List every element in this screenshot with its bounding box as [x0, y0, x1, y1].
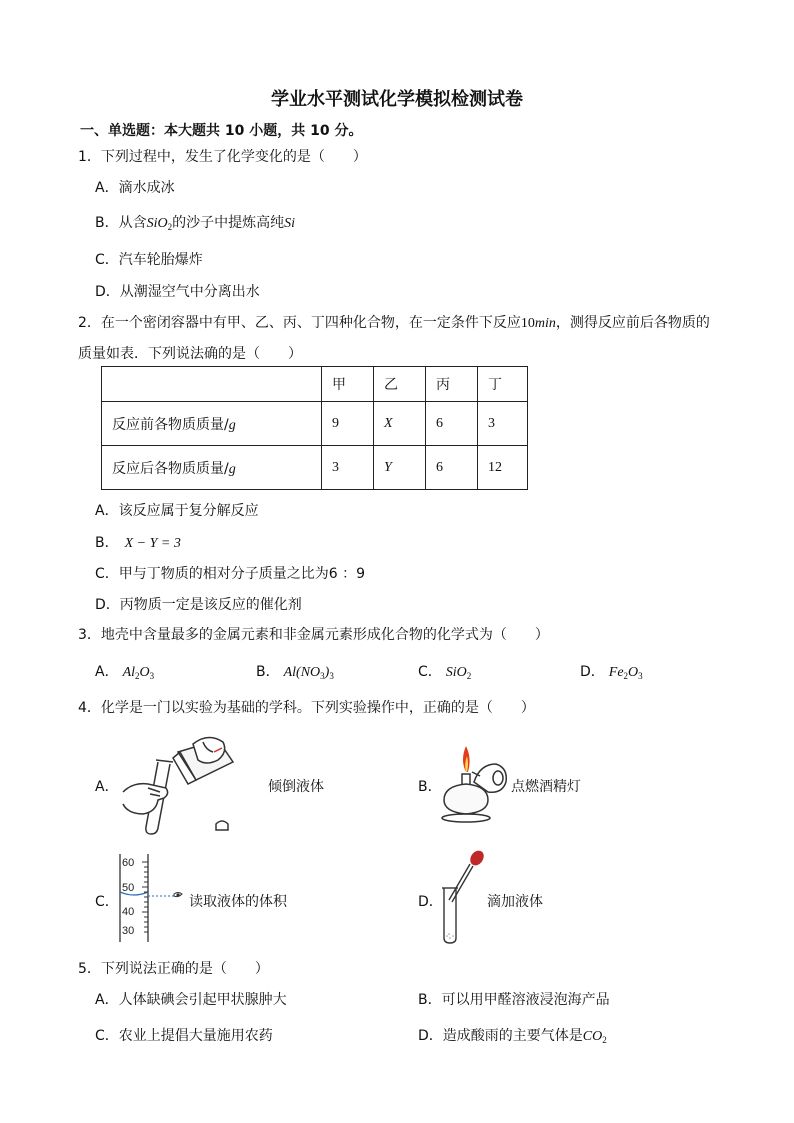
table-row — [102, 402, 528, 446]
page-title: 学业水平测试化学模拟检测试卷 — [271, 89, 523, 110]
question-4-option-c-text: 读取液体的体积 — [189, 894, 287, 910]
table-cell: X — [374, 402, 426, 446]
question-3-option-c[interactable]: C． SiO$_2$ — [418, 664, 472, 681]
table-cell: 6 — [426, 446, 478, 490]
question-2-option-c[interactable]: C．甲与丁物质的相对分子质量之比为6 ：9 — [95, 566, 366, 582]
question-4-option-b-text: 点燃酒精灯 — [511, 779, 581, 795]
table-header-row — [102, 367, 528, 402]
question-5-option-d[interactable]: D．造成酸雨的主要气体是$CO_2$ — [418, 1028, 607, 1045]
question-4-option-b-label[interactable]: B． — [418, 779, 442, 795]
question-4-option-a-text: 倾倒液体 — [268, 779, 324, 795]
option-b-prefix: B．从含 — [95, 215, 147, 231]
formula-sio2: SiO$_2$ — [146, 216, 173, 232]
table-header-cell: 丙 — [426, 367, 478, 402]
question-3-option-a[interactable]: A． $Al_2O_3$ — [95, 664, 155, 681]
question-4-option-c-label[interactable]: C． — [95, 894, 119, 910]
question-4-option-d-label[interactable]: D． — [418, 894, 443, 910]
table-cell: Y — [374, 446, 426, 490]
formula-si: Si — [284, 216, 295, 231]
question-2-option-d[interactable]: D．丙物质一定是该反应的催化剂 — [95, 597, 302, 613]
question-4-option-a-label[interactable]: A． — [95, 779, 119, 795]
section-heading: 一、单选题：本大题共 10 小题，共 10 分。 — [80, 123, 363, 139]
question-4-stem: 4．化学是一门以实验为基础的学科。下列实验操作中，正确的是（ ） — [78, 700, 535, 716]
option-b-middle: 的沙子中提炼高纯 — [172, 215, 285, 231]
dropper-illustration — [436, 848, 488, 944]
question-2-stem-line2: 质量如表．下列说法确的是（ ） — [78, 346, 302, 362]
question-5-option-b[interactable]: B．可以用甲醛溶液浸泡海产品 — [418, 992, 610, 1008]
question-1-stem: 1．下列过程中，发生了化学变化的是（ ） — [78, 149, 367, 165]
question-2-option-a[interactable]: A．该反应属于复分解反应 — [95, 503, 259, 519]
question-5-option-c[interactable]: C．农业上提倡大量施用农药 — [95, 1028, 273, 1044]
question-3-option-b[interactable]: B． $Al(NO_3)_3$ — [256, 664, 334, 681]
cylinder-tick-label: 30 — [122, 925, 135, 937]
question-5-stem: 5．下列说法正确的是（ ） — [78, 961, 269, 977]
table-cell: 3 — [322, 446, 374, 490]
question-3-option-d[interactable]: D． $Fe_2O_3$ — [580, 664, 643, 681]
mass-table — [101, 366, 528, 490]
question-5-option-a[interactable]: A．人体缺碘会引起甲状腺肿大 — [95, 992, 287, 1008]
table-header-cell: 丁 — [478, 367, 528, 402]
cylinder-tick-label: 40 — [122, 906, 135, 918]
question-1-option-d[interactable]: D．从潮湿空气中分离出水 — [95, 284, 260, 300]
question-1-option-b[interactable] — [95, 212, 295, 232]
table-cell: 9 — [322, 402, 374, 446]
equation-x-minus-y: X − Y = 3 — [124, 536, 181, 551]
table-row-label: 反应后各物质质量/g — [102, 446, 322, 490]
table-cell: 6 — [426, 402, 478, 446]
table-row-label: 反应前各物质质量/g — [102, 402, 322, 446]
table-header-cell: 乙 — [374, 367, 426, 402]
question-1-option-a[interactable]: A．滴水成冰 — [95, 180, 175, 196]
table-header-cell: 甲 — [322, 367, 374, 402]
question-2-option-b[interactable]: B． X − Y = 3 — [95, 535, 181, 551]
alcohol-lamp-illustration — [436, 742, 514, 824]
table-cell: 3 — [478, 402, 528, 446]
cylinder-tick-label: 50 — [122, 882, 135, 894]
question-4-option-d-text: 滴加液体 — [487, 894, 543, 910]
table-cell: 12 — [478, 446, 528, 490]
pouring-liquid-illustration — [118, 722, 248, 837]
question-3-stem: 3．地壳中含量最多的金属元素和非金属元素形成化合物的化学式为（ ） — [78, 627, 549, 643]
question-1-option-c[interactable]: C．汽车轮胎爆炸 — [95, 252, 203, 268]
cylinder-tick-label: 60 — [122, 857, 135, 869]
question-2-stem-line1: 2．在一个密闭容器中有甲、乙、丙、丁四种化合物，在一定条件下反应10min，测得反应前后各物质的 — [78, 315, 710, 331]
table-header-cell — [102, 367, 322, 402]
table-row — [102, 446, 528, 490]
